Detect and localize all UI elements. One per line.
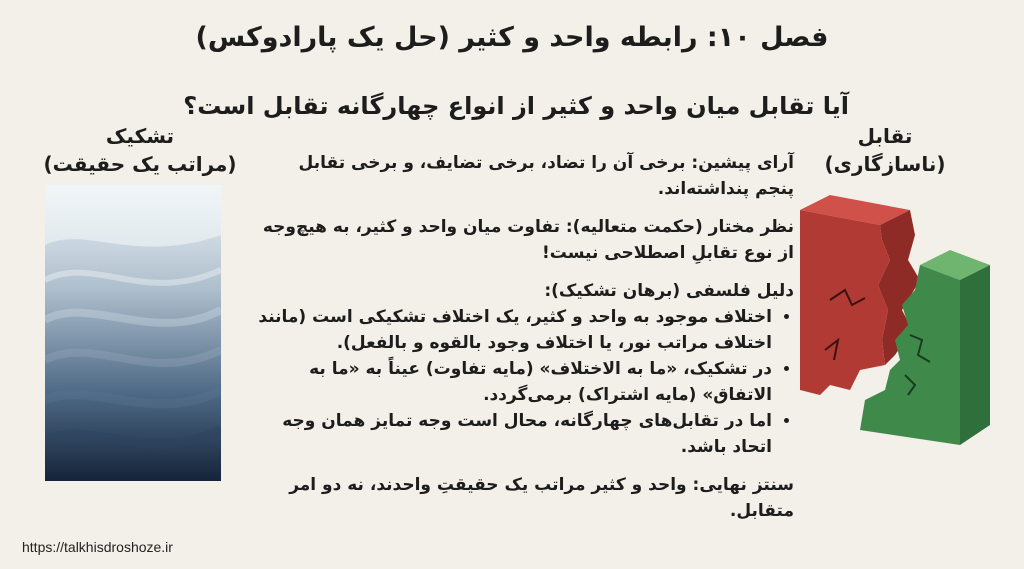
right-column-heading [815,122,955,178]
chosen-view: نظر مختار (حکمت متعالیه): تفاوت میان واحد و کثیر، به هیچ‌وجه از نوع تقابلِ اصطلاحی نیست! [262,217,794,263]
argument-list [254,304,794,460]
argument-label: دلیل فلسفی (برهان تشکیک): [544,281,794,301]
cracked-blocks-icon [790,190,1000,450]
main-content [254,150,794,536]
page-title: فصل ۱۰: رابطه واحد و کثیر (حل یک پارادوکس) [195,22,829,53]
argument-bullet-2: • در تشکیک، «ما به الاختلاف» (مایه تفاوت) عیناً به «ما به الاتفاق» (مایه اشتراک) برمی‌گردد. [254,356,772,408]
wave-gradient-illustration [45,185,221,481]
left-column-heading [40,122,240,178]
argument-bullet-3: • اما در تقابل‌های چهارگانه، محال است وجه تمایز همان وجه اتحاد باشد. [254,408,772,460]
taqabul-subheading: (ناسازگاری) [824,152,946,176]
taqabul-heading: تقابل [857,124,913,148]
gradient-wave-image [45,185,221,481]
conclusion: سنتز نهایی: واحد و کثیر مراتب یک حقیقتِ واحدند، نه دو امر متقابل. [289,475,794,521]
argument-bullet-1: • اختلاف موجود به واحد و کثیر، یک اختلاف تشکیکی است (مانند اختلاف مراتب نور، یا اختلاف وجود بالقوه و بالفعل). [254,304,772,356]
previous-views: آرای پیشین: برخی آن را تضاد، برخی تضایف، و برخی تقابل پنجم پنداشته‌اند. [298,153,794,199]
footer-url[interactable]: https://talkhisdroshoze.ir [22,539,173,555]
tashkik-subheading: (مراتب یک حقیقت) [43,152,237,176]
conflict-blocks-illustration [790,190,1000,450]
tashkik-heading: تشکیک [105,124,175,148]
main-question: آیا تقابل میان واحد و کثیر از انواع چهارگانه تقابل است؟ [183,92,849,120]
